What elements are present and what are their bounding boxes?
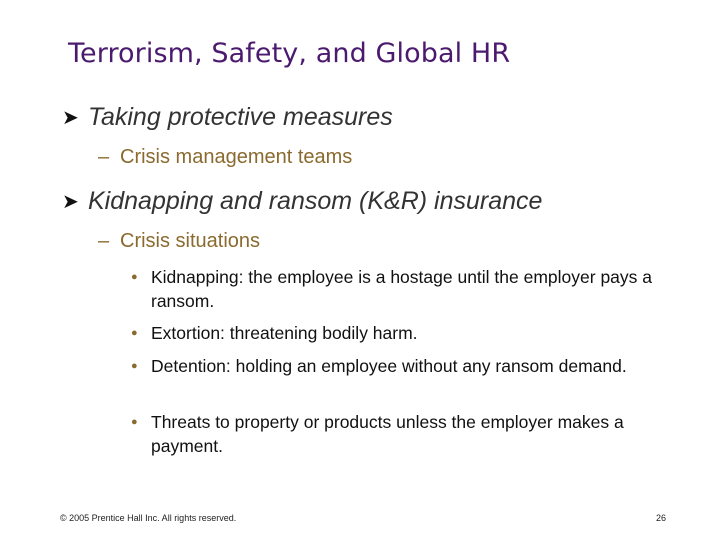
sub-bullet-text: Crisis situations — [120, 230, 261, 252]
bullet-kidnapping-ransom-insurance — [62, 187, 542, 216]
dash-bullet: – — [98, 146, 110, 168]
dot-bullet-icon: ● — [131, 416, 138, 428]
sub-bullet-crisis-management-teams — [98, 146, 352, 169]
list-item-detention — [131, 354, 691, 378]
list-item-text: Extortion: threatening bodily harm. — [151, 323, 418, 343]
arrow-bullet-icon: ➤ — [62, 107, 79, 129]
dot-bullet-icon: ● — [131, 327, 138, 339]
arrow-bullet-icon: ➤ — [62, 191, 79, 213]
bullet-taking-protective-measures — [62, 103, 393, 132]
dot-bullet-icon: ● — [131, 271, 138, 283]
list-item-extortion — [131, 321, 691, 345]
footer-copyright: © 2005 Prentice Hall Inc. All rights reserved. — [60, 513, 237, 523]
dot-bullet-icon: ● — [131, 360, 138, 372]
bullet-text: Taking protective measures — [88, 103, 393, 131]
list-item-text: Detention: holding an employee without any ransom demand. — [151, 356, 627, 376]
sub-bullet-text: Crisis management teams — [120, 146, 353, 168]
dash-bullet: – — [98, 230, 110, 252]
list-item-text: Threats to property or products unless the employer makes a payment. — [151, 412, 624, 456]
list-item-threats — [131, 410, 691, 458]
slide-title: Terrorism, Safety, and Global HR — [68, 38, 511, 69]
sub-bullet-crisis-situations — [98, 230, 260, 253]
list-item-kidnapping — [131, 265, 691, 313]
bullet-text: Kidnapping and ransom (K&R) insurance — [88, 187, 543, 215]
list-item-text: Kidnapping: the employee is a hostage until the employer pays a ransom. — [151, 267, 653, 311]
footer-page-number: 26 — [655, 513, 666, 523]
